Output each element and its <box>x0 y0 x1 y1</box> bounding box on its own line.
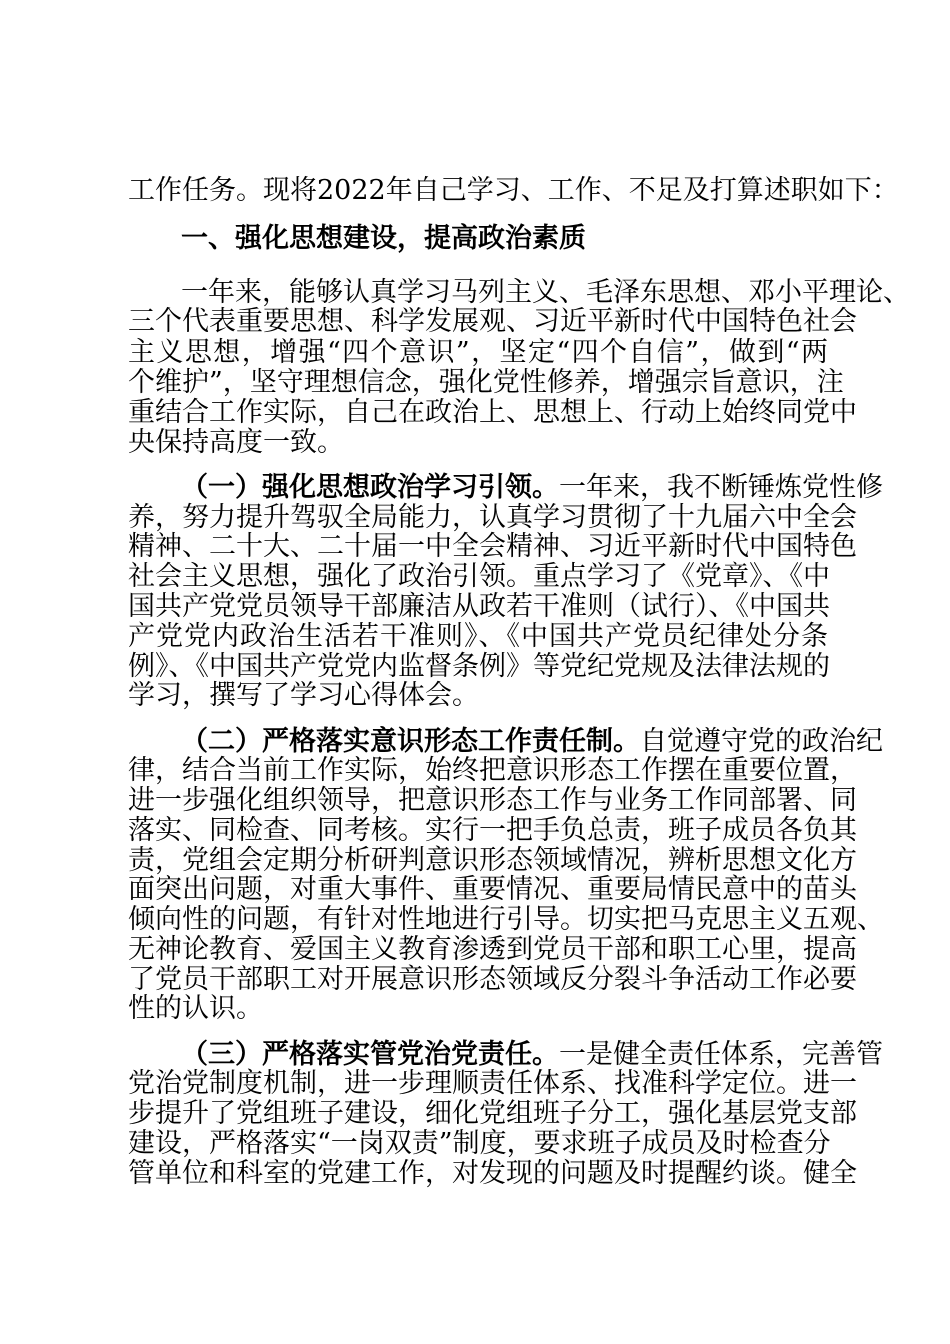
body-text: 无神论教育、爱国主义教育渗透到党员干部和职工心里，提高 <box>128 934 857 965</box>
body-text: 学习，撰写了学习心得体会。 <box>128 680 479 711</box>
body-text: 面突出问题，对重大事件、重要情况、重要局情民意中的苗头 <box>128 874 857 905</box>
text-line <box>128 305 857 339</box>
body-text: 三个代表重要思想、科学发展观、习近平新时代中国特色社会 <box>128 306 857 337</box>
section-heading: （二）严格落实意识形态工作责任制。 <box>181 726 640 757</box>
text-line <box>128 620 828 654</box>
section-heading: （三）严格落实管党治党责任。 <box>181 1039 559 1070</box>
text-line <box>128 1067 857 1101</box>
body-text: 主义思想，增强“四个意识”，坚定“四个自信”，做到“两 <box>128 337 828 368</box>
text-line <box>128 426 828 460</box>
text-line <box>128 754 857 788</box>
text-line <box>181 222 828 256</box>
text-line <box>128 590 828 624</box>
text-line <box>128 903 884 937</box>
body-text: 重结合工作实际，自己在政治上、思想上、行动上始终同党中 <box>128 397 857 428</box>
section-heading: （一）强化思想政治学习引领。 <box>181 472 559 503</box>
body-text: 例》、《中国共产党党内监督条例》等党纪党规及法律法规的 <box>128 651 830 682</box>
body-text: 性的认识。 <box>128 993 263 1024</box>
text-line <box>128 560 828 594</box>
text-line <box>128 814 857 848</box>
body-text: 工作任务。现将2022年自己学习、工作、不足及打算述职如下： <box>128 175 899 206</box>
text-line <box>128 873 857 907</box>
text-line <box>128 784 857 818</box>
body-text: 倾向性的问题，有针对性地进行引导。切实把马克思主义五观、 <box>128 904 884 935</box>
text-line <box>128 1157 857 1191</box>
text-line <box>128 679 828 713</box>
body-text: 步提升了党组班子建设，细化党组班子分工，强化基层党支部 <box>128 1098 857 1129</box>
text-line <box>128 933 857 967</box>
body-text: 精神、二十大、二十届一中全会精神、习近平新时代中国特色 <box>128 531 857 562</box>
body-text: 落实、同检查、同考核。实行一把手负总责，班子成员各负其 <box>128 815 857 846</box>
text-line <box>128 174 899 208</box>
body-text: 个维护”，坚守理想信念，强化党性修养，增强宗旨意识，注 <box>128 367 844 398</box>
text-line <box>128 366 844 400</box>
text-line <box>128 1127 831 1161</box>
body-text: 一年来，能够认真学习马列主义、毛泽东思想、邓小平理论、 <box>181 277 910 308</box>
body-text: 一是健全责任体系，完善管 <box>559 1039 883 1070</box>
body-text: 律，结合当前工作实际，始终把意识形态工作摆在重要位置， <box>128 755 857 786</box>
body-text: 自觉遵守党的政治纪 <box>640 726 883 757</box>
body-text: 建设，严格落实“一岗双责”制度，要求班子成员及时检查分 <box>128 1128 831 1159</box>
body-text: 了党员干部职工对开展意识形态领域反分裂斗争活动工作必要 <box>128 964 857 995</box>
body-text: 进一步强化组织领导，把意识形态工作与业务工作同部署、同 <box>128 785 857 816</box>
body-text: 管单位和科室的党建工作，对发现的问题及时提醒约谈。健全 <box>128 1158 857 1189</box>
text-line <box>128 1097 857 1131</box>
body-text: 社会主义思想，强化了政治引领。重点学习了《党章》、《中 <box>128 561 830 592</box>
body-text: 一年来，我不断锤炼党性修 <box>559 472 883 503</box>
text-line <box>128 336 828 370</box>
body-text: 国共产党党员领导干部廉洁从政若干准则（试行）、《中国共 <box>128 591 830 622</box>
text-line <box>181 471 883 505</box>
section-heading: 一、强化思想建设，提高政治素质 <box>181 223 586 254</box>
body-text: 党治党制度机制，进一步理顺责任体系、找准科学定位。进一 <box>128 1068 857 1099</box>
body-text: 产党党内政治生活若干准则》、《中国共产党员纪律处分条 <box>128 621 828 652</box>
body-text: 央保持高度一致。 <box>128 427 344 458</box>
text-line <box>128 530 857 564</box>
text-line <box>128 992 828 1026</box>
body-text: 责，党组会定期分析研判意识形态领域情况，辨析思想文化方 <box>128 845 857 876</box>
body-text: 养，努力提升驾驭全局能力，认真学习贯彻了十九届六中全会 <box>128 502 857 533</box>
text-line <box>128 396 857 430</box>
